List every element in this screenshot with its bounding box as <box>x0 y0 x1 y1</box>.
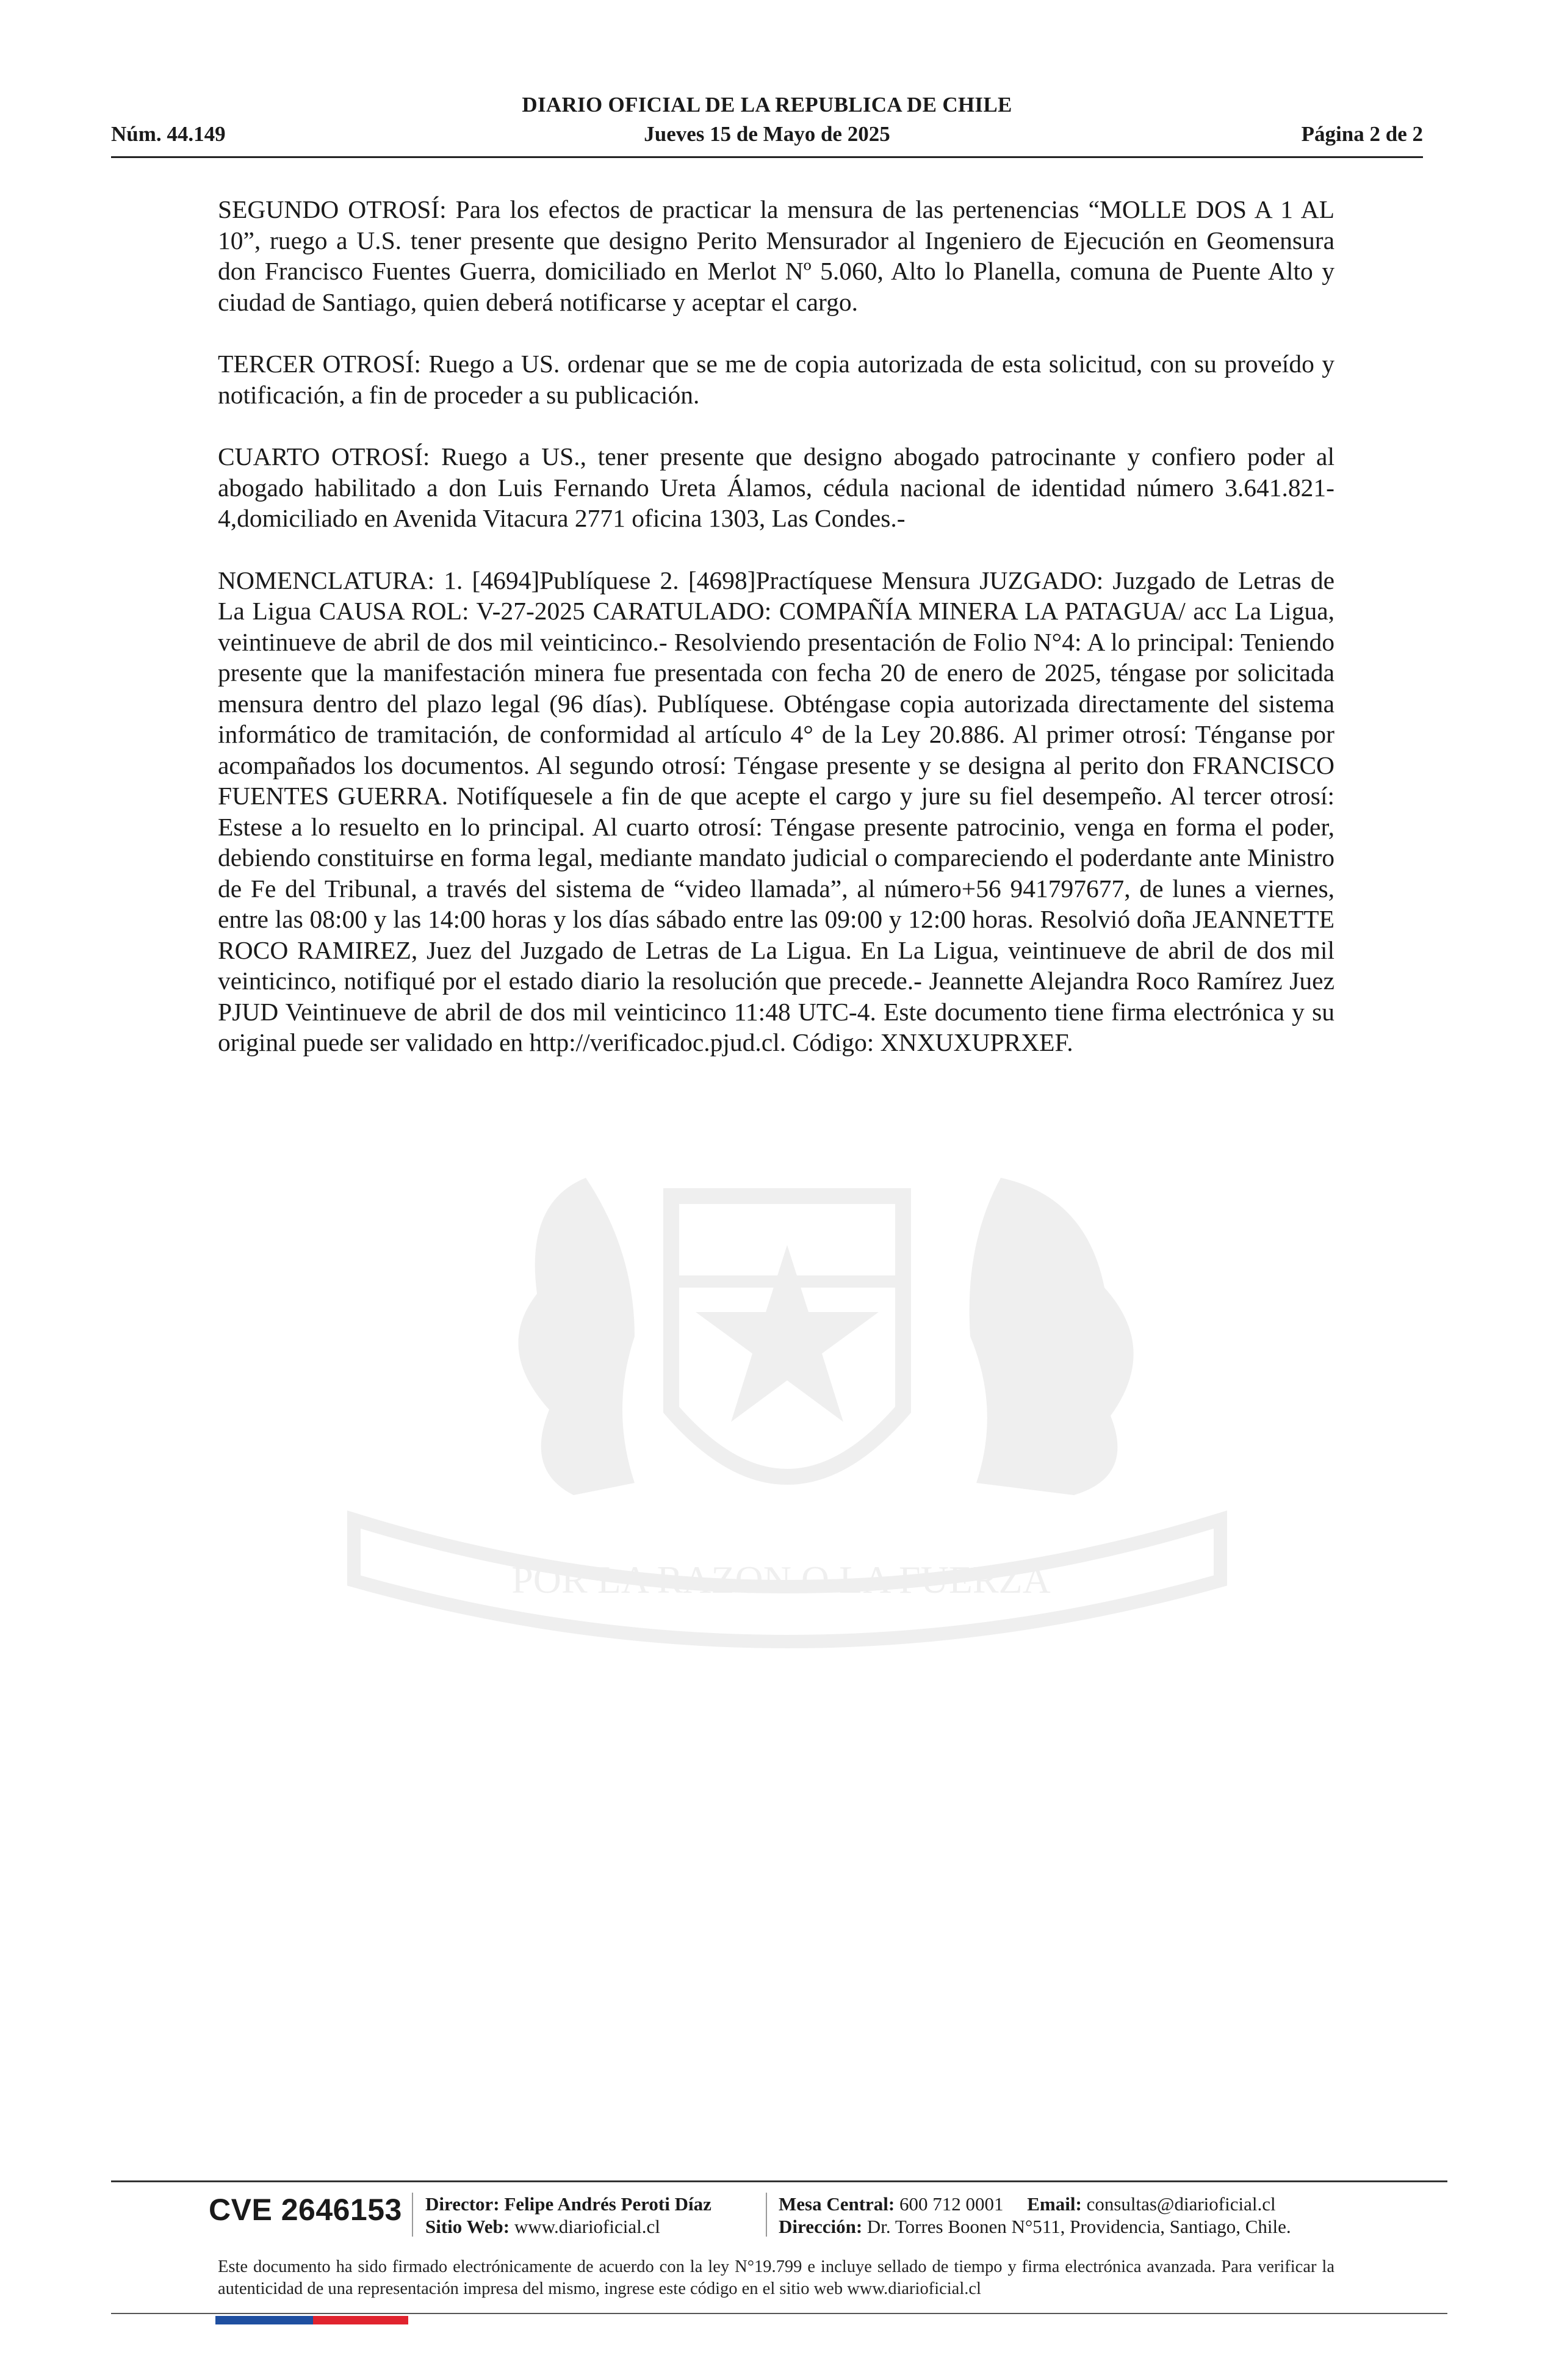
document-body <box>218 194 1334 1089</box>
paragraph-tercer-otrosi: TERCER OTROSÍ: Ruego a US. ordenar que se me de copia autorizada de esta solicitud, con su proveído y notificación, a fin de proceder a su publicación. <box>218 350 1334 409</box>
newspaper-title: DIARIO OFICIAL DE LA REPUBLICA DE CHILE <box>522 93 1012 117</box>
footer-director-block <box>425 2193 711 2238</box>
footer-separator <box>766 2193 767 2237</box>
paragraph-segundo-otrosi: SEGUNDO OTROSÍ: Para los efectos de practicar la mensura de las pertenencias “MOLLE DOS A 1 AL 10”, ruego a U.S. tener presente que designo Perito Mensurador al Ingeniero de Ejecución en Geomensura don Francisco Fuentes Guerra, domiciliado en Merlot Nº 5.060, Alto lo Planella, comuna de Puente Alto y ciudad de Santiago, quien deberá notificarse y aceptar el cargo. <box>218 195 1334 316</box>
coat-of-arms-watermark <box>207 1153 1355 1690</box>
footer-contact-block <box>779 2193 1291 2238</box>
footer-divider-bottom <box>111 2313 1447 2314</box>
address-value: Dr. Torres Boonen N°511, Providencia, Santiago, Chile. <box>866 2216 1291 2237</box>
footer-divider-top <box>111 2180 1447 2182</box>
website-label: Sitio Web: <box>425 2216 510 2237</box>
director-name: Felipe Andrés Peroti Díaz <box>504 2193 711 2215</box>
issue-number: Núm. 44.149 <box>111 122 226 146</box>
address-label: Dirección: <box>779 2216 863 2237</box>
footer-separator <box>412 2193 413 2237</box>
director-label: Director: <box>425 2193 500 2215</box>
flag-blue-segment <box>215 2316 313 2324</box>
issue-date: Jueves 15 de Mayo de 2025 <box>644 122 890 146</box>
header-divider <box>111 156 1423 158</box>
email-link[interactable]: consultas@diarioficial.cl <box>1086 2193 1276 2215</box>
cve-code: CVE 2646153 <box>209 2193 402 2227</box>
signature-notice: Este documento ha sido firmado electrónicamente de acuerdo con la ley N°19.799 e incluye sellado de tiempo y firma electrónica avanzada. Para verificar la autenticidad de una representación impresa del mismo, ingrese este código en el sitio web www.diarioficial.cl <box>218 2257 1334 2298</box>
flag-red-segment <box>313 2316 408 2324</box>
email-label: Email: <box>1027 2193 1082 2215</box>
paragraph-cuarto-otrosi: CUARTO OTROSÍ: Ruego a US., tener presente que designo abogado patrocinante y confiero poder al abogado habilitado a don Luis Fernando Ureta Álamos, cédula nacional de identidad número 3.641.821-4,domiciliado en Avenida Vitacura 2771 oficina 1303, Las Condes.- <box>218 442 1334 532</box>
mesa-central-phone: 600 712 0001 <box>899 2193 1004 2215</box>
condor-icon <box>970 1178 1134 1495</box>
star-icon <box>696 1245 879 1422</box>
page-number: Página 2 de 2 <box>1301 122 1423 146</box>
huemul-icon <box>518 1178 635 1495</box>
chile-flag-stripe <box>215 2316 408 2324</box>
website-link[interactable]: www.diarioficial.cl <box>514 2216 660 2237</box>
coat-of-arms-motto: POR LA RAZON O LA FUERZA <box>511 1558 1051 1601</box>
mesa-central-label: Mesa Central: <box>779 2193 895 2215</box>
paragraph-nomenclatura: NOMENCLATURA: 1. [4694]Publíquese 2. [4698]Practíquese Mensura JUZGADO: Juzgado de Letras de La Ligua CAUSA ROL: V-27-2025 CARATULADO: COMPAÑÍA MINERA LA PATAGUA/ acc La Ligua, veintinueve de abril de dos mil veinticinco.- Resolviendo presentación de Folio N°4: A lo principal: Teniendo presente que la manifestación minera fue presentada con fecha 20 de enero de 2025, téngase por solicitada mensura dentro del plazo legal (96 días). Publíquese. Obténgase copia autorizada directamente del sistema informático de tramitación, de conformidad al artículo 4° de la Ley 20.886. Al primer otrosí: Ténganse por acompañados los documentos. Al segundo otrosí: Téngase presente y se designa al perito don FRANCISCO FUENTES GUERRA. Notifíquesele a fin de que acepte el cargo y jure su fiel desempeño. Al tercer otrosí: Estese a lo resuelto en lo principal. Al cuarto otrosí: Téngase presente patrocinio, venga en forma el poder, debiendo constituirse en forma legal, mediante mandato judicial o compareciendo el poderdante ante Ministro de Fe del Tribunal, a través del sistema de “video llamada”, al número+56 941797677, de lunes a viernes, entre las 08:00 y las 14:00 horas y los días sábado entre las 09:00 y 12:00 horas. Resolvió doña JEANNETTE ROCO RAMIREZ, Juez del Juzgado de Letras de La Ligua. En La Ligua, veintinueve de abril de dos mil veinticinco, notifiqué por el estado diario la resolución que precede.- Jeannette Alejandra Roco Ramírez Juez PJUD Veintinueve de abril de dos mil veinticinco 11:48 UTC-4. Este documento tiene firma electrónica y su original puede ser validado en http://verificadoc.pjud.cl. Código: XNXUXUPRXEF. <box>218 566 1334 1056</box>
page-header <box>111 93 1423 160</box>
